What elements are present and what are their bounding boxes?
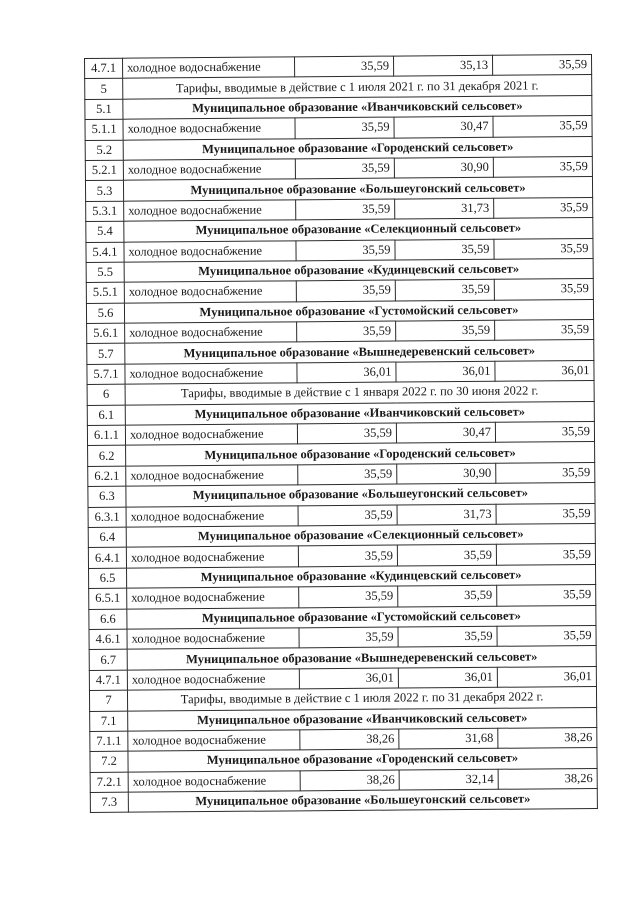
tariff-value-2: 31,68 bbox=[399, 728, 498, 749]
municipality-title: Муниципальное образование «Большеугонский сельсовет» bbox=[126, 483, 595, 507]
service-name: холодное водоснабжение bbox=[124, 200, 296, 222]
tariff-value-3: 38,26 bbox=[498, 768, 597, 789]
tariff-value-2: 35,59 bbox=[395, 280, 494, 301]
row-number: 7.1.1 bbox=[90, 731, 128, 752]
tariff-value-2: 30,90 bbox=[394, 157, 493, 178]
tariff-value-2: 35,59 bbox=[397, 545, 496, 566]
row-number: 5 bbox=[85, 79, 123, 100]
row-number: 6.4.1 bbox=[88, 548, 126, 569]
tariff-value-1: 35,59 bbox=[299, 586, 398, 607]
municipality-title: Муниципальное образование «Городенский сельсовет» bbox=[126, 442, 595, 466]
tariff-table bbox=[84, 54, 598, 813]
row-number: 4.7.1 bbox=[85, 58, 123, 79]
tariff-value-1: 35,59 bbox=[297, 423, 396, 444]
tariff-value-2: 35,59 bbox=[396, 320, 495, 341]
tariff-value-2: 35,59 bbox=[395, 239, 494, 260]
period-title: Тарифы, вводимые в действие с 1 июля 2022 г. по 31 декабря 2022 г. bbox=[127, 687, 596, 711]
row-number: 5.3.1 bbox=[86, 201, 124, 222]
tariff-value-3: 35,59 bbox=[497, 625, 596, 646]
service-name: холодное водоснабжение bbox=[123, 57, 295, 79]
row-number: 5.5 bbox=[86, 262, 124, 283]
tariff-value-1: 36,01 bbox=[299, 668, 398, 689]
row-number: 5.3 bbox=[85, 181, 123, 202]
tariff-value-1: 35,59 bbox=[298, 464, 397, 485]
municipality-title: Муниципальное образование «Большеугонский сельсовет» bbox=[123, 177, 592, 201]
municipality-header-row bbox=[90, 789, 597, 813]
row-number: 5.4 bbox=[86, 221, 124, 242]
tariff-value-3: 35,59 bbox=[496, 503, 595, 524]
tariff-value-3: 35,59 bbox=[493, 156, 592, 177]
row-number: 6.2 bbox=[88, 446, 126, 467]
tariff-value-2: 36,01 bbox=[396, 361, 495, 382]
service-name: холодное водоснабжение bbox=[126, 465, 298, 487]
tariff-value-1: 38,26 bbox=[300, 770, 399, 791]
row-number: 5.6.1 bbox=[87, 323, 125, 344]
row-number: 6 bbox=[87, 384, 125, 405]
row-number: 6.6 bbox=[89, 609, 127, 630]
row-number: 5.7 bbox=[87, 344, 125, 365]
tariff-value-1: 38,26 bbox=[300, 729, 399, 750]
row-number: 5.1.1 bbox=[85, 119, 123, 140]
municipality-title: Муниципальное образование «Иванчиковский сельсовет» bbox=[125, 401, 594, 425]
tariff-value-2: 30,90 bbox=[397, 463, 496, 484]
tariff-value-1: 35,59 bbox=[298, 505, 397, 526]
row-number: 6.7 bbox=[89, 650, 127, 671]
tariff-value-2: 35,59 bbox=[398, 585, 497, 606]
row-number: 4.6.1 bbox=[89, 629, 127, 650]
row-number: 4.7.1 bbox=[89, 670, 127, 691]
municipality-title: Муниципальное образование «Густомойский сельсовет» bbox=[127, 605, 596, 629]
row-number: 7.1 bbox=[90, 711, 128, 732]
row-number: 7.3 bbox=[90, 792, 128, 813]
period-title: Тарифы, вводимые в действие с 1 июля 2021 г. по 31 декабря 2021 г. bbox=[123, 75, 592, 99]
tariff-table-body bbox=[85, 55, 598, 813]
municipality-title: Муниципальное образование «Иванчиковский сельсовет» bbox=[128, 707, 597, 731]
tariff-value-3: 35,59 bbox=[496, 462, 595, 483]
row-number: 5.5.1 bbox=[86, 282, 124, 303]
tariff-value-1: 35,59 bbox=[299, 627, 398, 648]
row-number: 6.3 bbox=[88, 486, 126, 507]
row-number: 7.2.1 bbox=[90, 772, 128, 793]
tariff-value-2: 32,14 bbox=[399, 769, 498, 790]
row-number: 7 bbox=[89, 690, 127, 711]
tariff-value-1: 35,59 bbox=[298, 545, 397, 566]
municipality-title: Муниципальное образование «Вышнедеревенский сельсовет» bbox=[127, 646, 596, 670]
tariff-value-2: 30,47 bbox=[396, 422, 495, 443]
tariff-value-1: 35,59 bbox=[294, 56, 393, 77]
municipality-title: Муниципальное образование «Селекционный сельсовет» bbox=[124, 218, 593, 242]
service-name: холодное водоснабжение bbox=[127, 628, 299, 650]
municipality-title: Муниципальное образование «Кудинцевский сельсовет» bbox=[127, 564, 596, 588]
service-name: холодное водоснабжение bbox=[125, 424, 297, 446]
row-number: 6.3.1 bbox=[88, 507, 126, 528]
service-name: холодное водоснабжение bbox=[127, 669, 299, 691]
period-title: Тарифы, вводимые в действие с 1 января 2022 г. по 30 июня 2022 г. bbox=[125, 381, 594, 405]
tariff-value-3: 35,59 bbox=[496, 544, 595, 565]
municipality-title: Муниципальное образование «Густомойский сельсовет» bbox=[124, 299, 593, 323]
tariff-value-2: 31,73 bbox=[395, 198, 494, 219]
tariff-value-3: 35,59 bbox=[492, 55, 591, 76]
service-name: холодное водоснабжение bbox=[124, 281, 296, 303]
row-number: 5.1 bbox=[85, 99, 123, 120]
service-name: холодное водоснабжение bbox=[123, 118, 295, 140]
municipality-title: Муниципальное образование «Большеугонский сельсовет» bbox=[128, 789, 597, 813]
municipality-title: Муниципальное образование «Городенский сельсовет» bbox=[123, 136, 592, 160]
tariff-value-3: 35,59 bbox=[493, 116, 592, 137]
tariff-value-3: 35,59 bbox=[494, 238, 593, 259]
row-number: 6.1.1 bbox=[87, 425, 125, 446]
tariff-value-1: 35,59 bbox=[295, 117, 394, 138]
tariff-value-1: 35,59 bbox=[295, 158, 394, 179]
tariff-value-3: 35,59 bbox=[495, 422, 594, 443]
municipality-title: Муниципальное образование «Кудинцевский сельсовет» bbox=[124, 258, 593, 282]
row-number: 5.2 bbox=[85, 140, 123, 161]
tariff-value-3: 35,59 bbox=[495, 320, 594, 341]
row-number: 6.5.1 bbox=[89, 588, 127, 609]
row-number: 7.2 bbox=[90, 751, 128, 772]
row-number: 5.7.1 bbox=[87, 364, 125, 385]
row-number: 6.1 bbox=[87, 405, 125, 426]
service-name: холодное водоснабжение bbox=[123, 159, 295, 181]
service-name: холодное водоснабжение bbox=[126, 505, 298, 527]
tariff-value-1: 36,01 bbox=[297, 362, 396, 383]
tariff-value-3: 36,01 bbox=[495, 360, 594, 381]
tariff-value-2: 30,47 bbox=[394, 116, 493, 137]
tariff-value-1: 35,59 bbox=[297, 321, 396, 342]
service-name: холодное водоснабжение bbox=[125, 363, 297, 385]
service-name: холодное водоснабжение bbox=[126, 546, 298, 568]
municipality-title: Муниципальное образование «Селекционный сельсовет» bbox=[126, 523, 595, 547]
service-name: холодное водоснабжение bbox=[125, 322, 297, 344]
service-name: холодное водоснабжение bbox=[124, 240, 296, 262]
tariff-value-1: 35,59 bbox=[296, 199, 395, 220]
tariff-value-3: 35,59 bbox=[497, 585, 596, 606]
tariff-value-3: 36,01 bbox=[497, 666, 596, 687]
service-name: холодное водоснабжение bbox=[127, 587, 299, 609]
tariff-value-1: 35,59 bbox=[296, 280, 395, 301]
tariff-value-2: 36,01 bbox=[398, 667, 497, 688]
row-number: 5.2.1 bbox=[85, 160, 123, 181]
municipality-title: Муниципальное образование «Вышнедеревенский сельсовет» bbox=[125, 340, 594, 364]
municipality-title: Муниципальное образование «Городенский сельсовет» bbox=[128, 748, 597, 772]
service-name: холодное водоснабжение bbox=[128, 770, 300, 792]
tariff-value-2: 35,59 bbox=[398, 626, 497, 647]
row-number: 5.6 bbox=[86, 303, 124, 324]
tariff-value-3: 35,59 bbox=[494, 279, 593, 300]
tariff-value-2: 35,13 bbox=[393, 55, 492, 76]
municipality-title: Муниципальное образование «Иванчиковский сельсовет» bbox=[123, 95, 592, 119]
row-number: 6.5 bbox=[89, 568, 127, 589]
row-number: 6.4 bbox=[88, 527, 126, 548]
tariff-value-1: 35,59 bbox=[296, 240, 395, 261]
row-number: 6.2.1 bbox=[88, 466, 126, 487]
tariff-value-2: 31,73 bbox=[397, 504, 496, 525]
tariff-value-3: 35,59 bbox=[494, 197, 593, 218]
row-number: 5.4.1 bbox=[86, 242, 124, 263]
service-name: холодное водоснабжение bbox=[128, 730, 300, 752]
tariff-value-3: 38,26 bbox=[498, 727, 597, 748]
